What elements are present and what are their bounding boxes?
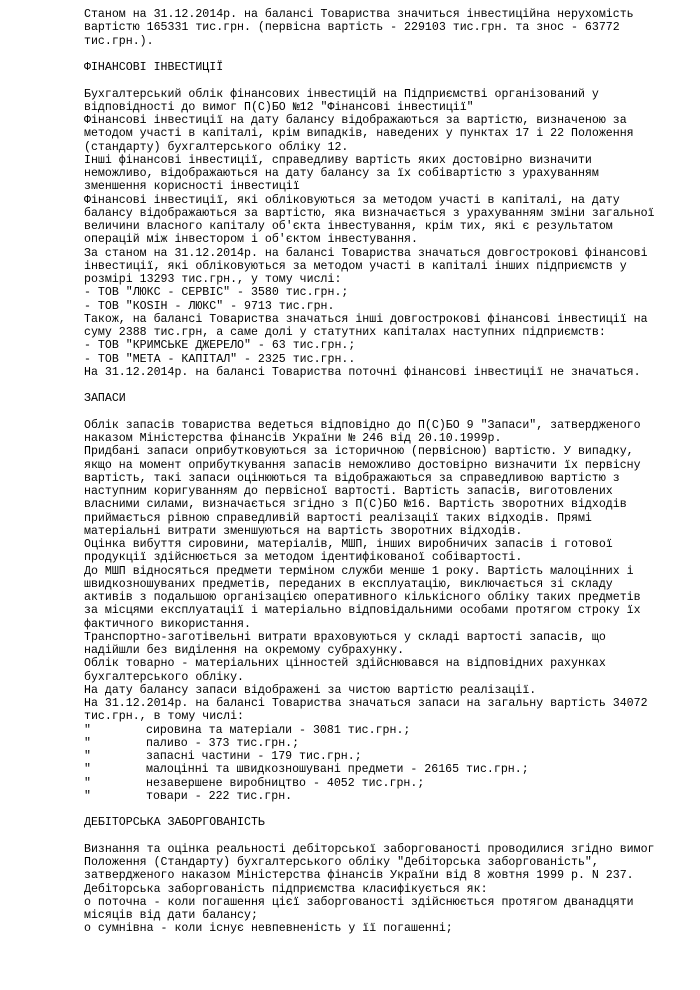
text-line: тис.грн., в тому числі: [84, 710, 245, 724]
list-bullet: " [84, 736, 91, 750]
text-line: На 31.12.2014р. на балансі Товариства значаться запаси на загальну вартість 34072 [84, 697, 648, 710]
text-line: зменшення корисності інвестиції [84, 180, 300, 194]
text-line: о сумнівна - коли існує невпевненість у її погашенні; [84, 922, 453, 936]
text-line: продукції здійснюється за методом ідентифікованої собівартості. [84, 551, 523, 565]
list-item-text: сировина та матеріали - 3081 тис.грн.; [146, 723, 411, 737]
text-line: вартість, такі запаси оцінюються та відображаються за справедливою вартістю з [84, 471, 620, 485]
text-line: На 31.12.2014р. на балансі Товариства поточні фінансові інвестиції не значаться. [84, 365, 641, 379]
list-item-text: паливо - 373 тис.грн.; [146, 736, 300, 750]
financial-investments-section [84, 88, 700, 380]
text-line: суму 2388 тис.грн, а саме долі у статутних капіталах наступних підприємств: [84, 326, 606, 339]
text-line: Фінансові інвестиції на дату балансу відображаються за вартістю, визначеною за [84, 114, 627, 127]
text-line: Транспортно-заготівельні витрати враховуються у складі вартості запасів, що [84, 630, 606, 644]
intro-paragraph [84, 8, 700, 48]
text-line: операцій між інвестором і об'єктом інвестування. [84, 233, 418, 247]
text-line: місяців від дати балансу; [84, 909, 258, 922]
list-bullet: " [84, 789, 91, 803]
text-line: За станом на 31.12.2014р. на балансі Товариства значаться довгострокові фінансові [84, 246, 648, 260]
inventories-section [84, 419, 700, 803]
list-item-text: товари - 222 тис.грн. [146, 789, 293, 803]
list-bullet: " [84, 776, 91, 790]
text-line: розмірі 13293 тис.грн., у тому числі: [84, 273, 342, 286]
list-item [84, 737, 700, 750]
text-line: Облік товарно - матеріальних цінностей здійснювався на відповідних рахунках [84, 657, 606, 671]
text-line: затвердженого наказом Міністерства фінансів України від 8 жовтня 1999 р. N 237. [84, 869, 634, 883]
text-line: Облік запасів товариства ведеться відповідно до П(С)БО 9 "Запаси", затвердженого [84, 418, 641, 432]
text-line: наказом Міністерства фінансів України № 246 від 20.10.1999р. [84, 432, 502, 445]
text-line: надійшли без виділення на окремому субрахунку. [84, 644, 405, 657]
text-line: - ТОВ "ЛЮКС - СЕРВІС" - 3580 тис.грн.; [84, 286, 349, 300]
text-line: бухгалтерського обліку. [84, 670, 245, 684]
text-line: Визнання та оцінка реальності дебіторської заборгованості проводилися згідно вимог [84, 842, 655, 856]
text-line: До МШП відносяться предмети терміном служби менше 1 року. Вартість малоцінних і [84, 564, 634, 578]
text-line: методом участі в капіталі, крім випадків, наведених у пунктах 17 і 22 Положення [84, 127, 634, 141]
list-item [84, 790, 700, 803]
text-line: Бухгалтерський облік фінансових інвестицій на Підприємстві організований у [84, 87, 599, 101]
text-line: наступним коригуванням до первісної вартості. Вартість запасів, виготовлених [84, 485, 613, 498]
list-item [84, 777, 700, 790]
text-line: швидкозношуваних предметів, переданих в експлуатацію, виключається зі складу [84, 577, 613, 591]
text-line: Фінансові інвестиції, які обліковуються за методом участі в капіталі, на дату [84, 193, 620, 207]
list-item [84, 763, 700, 776]
text-line: - ТОВ "МЕТА - КАПІТАЛ" - 2325 тис.грн.. [84, 352, 356, 366]
text-line: Положення (Стандарту) бухгалтерського обліку "Дебіторська заборгованість", [84, 856, 599, 869]
text-line: якщо на момент оприбуткування запасів неможливо достовірно визначити їх первісну [84, 458, 641, 472]
text-line: На дату балансу запаси відображені за чистою вартістю реалізації. [84, 683, 537, 697]
text-line: Дебіторська заборгованість підприємства класифікується як: [84, 882, 488, 896]
section-heading-financial-investments: ФІНАНСОВІ ІНВЕСТИЦІЇ [84, 61, 224, 74]
text-line: матеріальні витрати зменшуються на вартість зворотних відходів. [84, 524, 523, 538]
list-bullet: " [84, 723, 91, 737]
text-line: - ТОВ "КРИМСЬКЕ ДЖЕРЕЛО" - 63 тис.грн.; [84, 339, 356, 353]
text-line: о поточна - коли погашення цієї заборгованості здійснюється протягом дванадцяти [84, 895, 634, 909]
list-item-text: малоцінні та швидкозношувані предмети - 26165 тис.грн.; [146, 763, 529, 777]
text-line: - ТОВ "КОSIН - ЛЮКС" - 9713 тис.грн. [84, 299, 335, 313]
text-line: активів з подальшою організацією оперативного кількісного обліку таких предметів [84, 591, 641, 604]
text-line: власними силами, визначається згідно з П(С)БО №16. Вартість зворотних відходів [84, 498, 627, 512]
list-item [84, 724, 700, 737]
text-line: приймається рівною справедливій вартості реалізації таких відходів. Прямі [84, 511, 592, 525]
text-line: фактичного використання. [84, 617, 251, 631]
list-bullet: " [84, 763, 91, 777]
text-line: Оцінка вибуття сировини, матеріалів, МШП, інших виробничих запасів і готової [84, 538, 613, 551]
text-line: вартістю 165331 тис.грн. (первісна вартість - 229103 тис.грн. та знос - 63772 [84, 21, 620, 35]
text-line: тис.грн.). [84, 34, 154, 48]
text-line: Станом на 31.12.2014р. на балансі Товариства значиться інвестиційна нерухомість [84, 8, 634, 21]
section-heading-receivables: ДЕБІТОРСЬКА ЗАБОРГОВАНІСТЬ [84, 816, 265, 830]
text-line: балансу відображаються за вартістю, яка визначається з урахуванням зміни загальної [84, 206, 655, 220]
inventory-list [84, 724, 700, 804]
list-item [84, 750, 700, 763]
list-item-text: запасні частини - 179 тис.грн.; [146, 750, 362, 763]
text-line: відповідності до вимог П(С)БО №12 "Фінансові інвестиції" [84, 100, 474, 114]
text-line: неможливо, відображаються на дату балансу за їх собівартістю з урахуванням [84, 167, 599, 180]
text-line: за місцями експлуатації і матеріально відповідальними особами протягом строку їх [84, 604, 641, 618]
text-line: інвестиції, які обліковуються за методом участі в капіталі інших підприємств у [84, 259, 627, 273]
list-item-text: незавершене виробництво - 4052 тис.грн.; [146, 776, 425, 790]
text-line: Інші фінансові інвестиції, справедливу вартість яких достовірно визначити [84, 153, 592, 167]
receivables-section [84, 843, 700, 936]
section-heading-inventories: ЗАПАСИ [84, 392, 126, 406]
text-line: величини власного капіталу об'єкта інвестування, крім тих, які є результатом [84, 220, 613, 233]
text-line: (стандарту) бухгалтерського обліку 12. [84, 140, 349, 154]
list-bullet: " [84, 750, 91, 763]
text-line: Також, на балансі Товариства значаться інші довгострокові фінансові інвестиції на [84, 312, 648, 326]
text-line: Придбані запаси оприбутковуються за історичною (первісною) вартістю. У випадку, [84, 445, 634, 459]
